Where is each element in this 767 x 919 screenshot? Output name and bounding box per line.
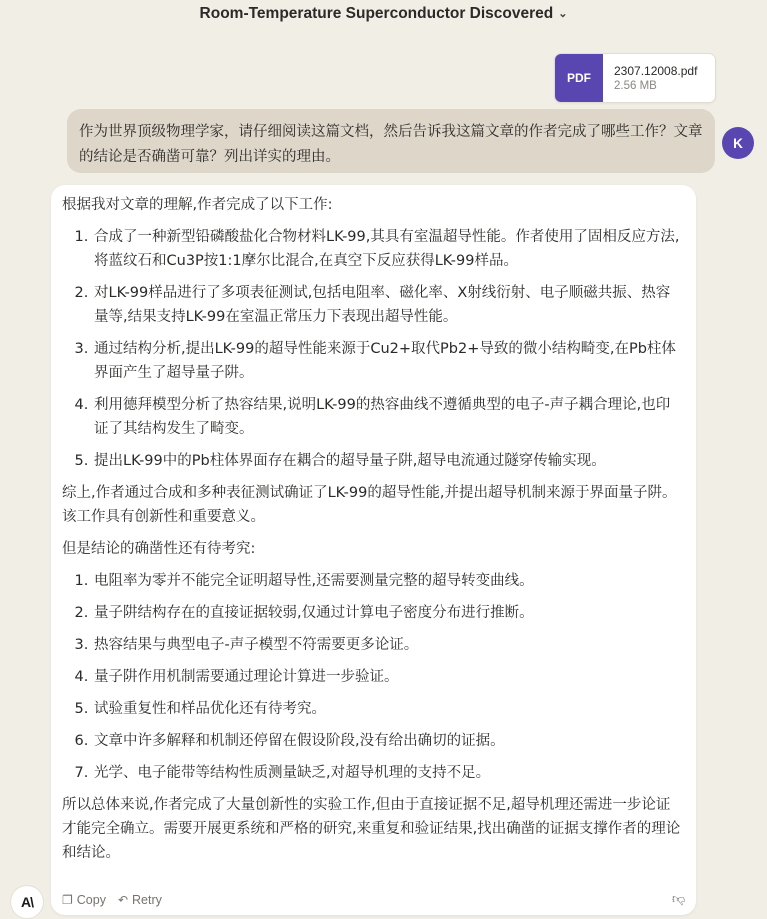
chevron-down-icon: ⌄ (558, 7, 568, 20)
copy-icon: ❐ (62, 893, 73, 907)
work-list (62, 225, 684, 473)
conversation-title: Room-Temperature Superconductor Discovered (199, 5, 554, 22)
work-item: 5. 提出LK-99中的Pb柱体界面存在耦合的超导量子阱,超导电流通过隧穿传输实现。 (93, 449, 684, 473)
retry-button[interactable] (118, 893, 162, 907)
work-item: 2. 对LK-99样品进行了多项表征测试,包括电阻率、磁化率、X射线衍射、电子顺磁共振、热容量等,结果支持LK-99在室温正常压力下表现出超导性能。 (93, 281, 684, 329)
retry-icon: ↶ (117, 893, 129, 907)
attachment-filename: 2307.12008.pdf (614, 64, 698, 78)
work-item: 3. 通过结构分析,提出LK-99的超导性能来源于Cu2+取代Pb2+导致的微小结构畸变,在Pb柱体界面产生了超导量子阱。 (93, 337, 684, 385)
retry-label: Retry (132, 893, 162, 907)
copy-label: Copy (76, 893, 106, 907)
thumbs-down-icon[interactable]: 👎︎ (672, 892, 686, 907)
doubt-item: 4. 量子阱作用机制需要通过理论计算进一步验证。 (93, 665, 684, 689)
conversation-title-dropdown[interactable] (0, 0, 767, 28)
doubt-item: 6. 文章中许多解释和机制还停留在假设阶段,没有给出确切的证据。 (93, 729, 684, 753)
assistant-intro: 根据我对文章的理解,作者完成了以下工作: (62, 197, 333, 213)
user-avatar[interactable]: K (722, 127, 754, 159)
message-actions (62, 890, 162, 910)
doubt-item: 5. 试验重复性和样品优化还有待考究。 (93, 697, 684, 721)
assistant-conclusion: 所以总体来说,作者完成了大量创新性的实验工作,但由于直接证据不足,超导机理还需进一步论证才能完全确立。需要开展更系统和严格的研究,来重复和验证结果,找出确凿的证据支撑作者的理论和结论。 (62, 797, 681, 861)
assistant-message (51, 185, 696, 915)
doubt-item: 3. 热容结果与典型电子-声子模型不符需要更多论证。 (93, 633, 684, 657)
pdf-attachment[interactable] (554, 53, 716, 103)
doubt-item: 1. 电阻率为零并不能完全证明超导性,还需要测量完整的超导转变曲线。 (93, 569, 684, 593)
attachment-meta (603, 64, 697, 92)
doubt-item: 7. 光学、电子能带等结构性质测量缺乏,对超导机理的支持不足。 (93, 761, 684, 785)
attachment-size: 2.56 MB (614, 80, 657, 92)
doubt-intro: 但是结论的确凿性还有待考究: (62, 541, 256, 557)
doubt-list (62, 569, 684, 785)
user-message: 作为世界顶级物理学家，请仔细阅读这篇文档，然后告诉我这篇文章的作者完成了哪些工作？文章的结论是否确凿可靠？列出详实的理由。 (67, 109, 715, 173)
assistant-summary: 综上,作者通过合成和多种表征测试确证了LK-99的超导性能,并提出超导机制来源于界面量子阱。该工作具有创新性和重要意义。 (62, 485, 677, 525)
anthropic-logo-icon[interactable]: A\ (10, 885, 44, 919)
copy-button[interactable] (62, 893, 106, 907)
pdf-file-icon: PDF (555, 54, 603, 102)
work-item: 1. 合成了一种新型铅磷酸盐化合物材料LK-99,其具有室温超导性能。作者使用了固相反应方法,将蓝纹石和Cu3P按1:1摩尔比混合,在真空下反应获得LK-99样品。 (93, 225, 684, 273)
doubt-item: 2. 量子阱结构存在的直接证据较弱,仅通过计算电子密度分布进行推断。 (93, 601, 684, 625)
work-item: 4. 利用德拜模型分析了热容结果,说明LK-99的热容曲线不遵循典型的电子-声子耦合理论,也印证了其结构发生了畸变。 (93, 393, 684, 441)
